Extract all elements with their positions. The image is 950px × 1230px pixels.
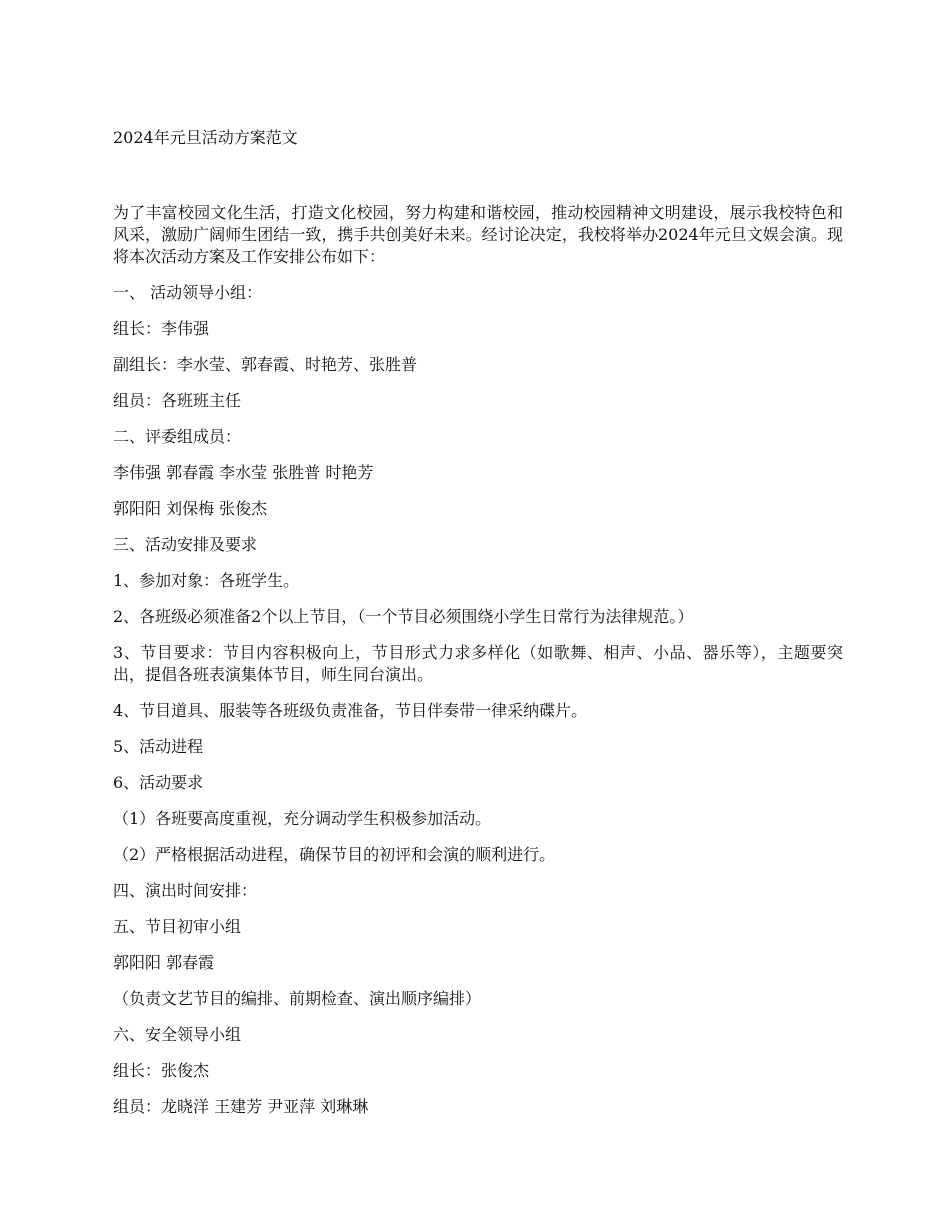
section-heading-judges: 二、评委组成员： [113,427,242,446]
review-members-line: 郭阳阳 郭春霞 [113,953,215,972]
judges-line-2: 郭阳阳 刘保梅 张俊杰 [113,499,268,518]
members-line: 组员：各班班主任 [113,391,242,410]
leader-line: 组长：李伟强 [113,319,210,338]
deputy-leaders-line: 副组长：李水莹、郭春霞、时艳芳、张胜普 [113,355,418,374]
requirement-1: （1）各班要高度重视，充分调动学生积极参加活动。 [113,809,492,828]
item-activity-requirements: 6、活动要求 [113,773,204,792]
document-title: 2024年元旦活动方案范文 [113,128,298,147]
safety-members-line: 组员：龙晓洋 王建芳 尹亚萍 刘琳琳 [113,1097,369,1116]
section-heading-show-time: 四、演出时间安排： [113,881,258,900]
item-activity-schedule: 5、活动进程 [113,737,204,756]
intro-paragraph: 为了丰富校园文化生活，打造文化校园，努力构建和谐校园，推动校园精神文明建设，展示我校特色和风采，激励广阔师生团结一致，携手共创美好未来。经讨论决定，我校将举办2024年元旦文娱会演。现将本次活动方案及工作安排公布如下： [113,203,843,266]
item-participants: 1、参加对象：各班学生。 [113,571,300,590]
item-program-requirements: 3、节目要求：节目内容积极向上，节目形式力求多样化（如歌舞、相声、小品、器乐等），主题要突出，提倡各班表演集体节目，师生同台演出。 [113,643,843,684]
section-heading-preliminary-review: 五、节目初审小组 [113,917,242,936]
judges-line-1: 李伟强 郭春霞 李水莹 张胜普 时艳芳 [113,463,374,482]
section-heading-safety: 六、安全领导小组 [113,1025,242,1044]
section-heading-arrangements: 三、活动安排及要求 [113,535,258,554]
section-heading-leadership: 一、 活动领导小组： [113,283,263,302]
item-props-costumes: 4、节目道具、服装等各班级负责准备，节目伴奏带一律采纳碟片。 [113,701,588,720]
requirement-2: （2）严格根据活动进程，确保节目的初评和会演的顺利进行。 [113,845,556,864]
review-duties-line: （负责文艺节目的编排、前期检查、演出顺序编排） [113,989,482,1008]
document-body [113,125,843,1132]
safety-leader-line: 组长：张俊杰 [113,1061,210,1080]
item-program-count: 2、各班级必须准备2个以上节目，（一个节目必须围绕小学生日常行为法律规范。） [113,607,694,626]
